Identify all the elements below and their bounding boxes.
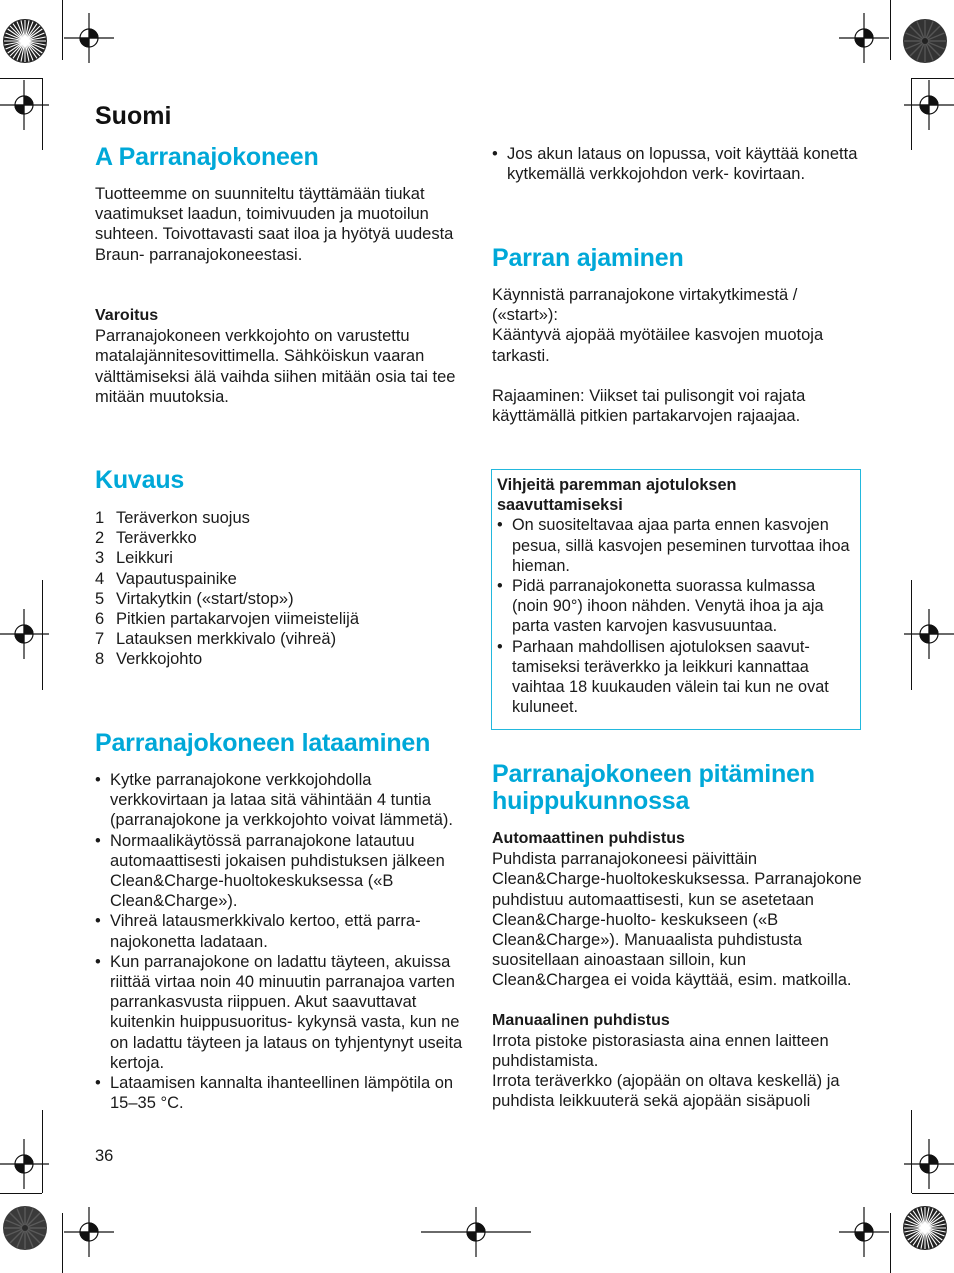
list-item: • Vihreä latausmerkkivalo kertoo, että parra- najokonetta ladataan.	[95, 911, 465, 951]
intro-paragraph: Tuotteemme on suunniteltu täyttämään tiukat vaatimukset laadun, toimivuuden ja muotoilun suhteen. Toivottavasti saat iloa ja hyötyä uudesta Braun- parranajokoneestasi.	[95, 185, 454, 264]
manual-cleaning-paragraph-1: Irrota pistoke pistorasiasta aina ennen laitteen puhdistamista.	[492, 1031, 829, 1071]
section-title-shaving: Parran ajaminen	[492, 244, 684, 272]
list-item: • Kun parranajokone on ladattu täyteen, akuissa riittää virtaa noin 40 minuutin parranajoa varten parrankasvusta riippuen. Akut saavuttavat kuitenkin huippusuoritus- kykynsä vasta, kun ne on ladattu täyteen ja lataus on tyhjentynyt useita kertoja.	[95, 952, 465, 1073]
list-item: 5 Virtakytkin («start/stop»)	[95, 589, 294, 608]
list-item: • Normaalikäytössä parranajokone latautuu automaattisesti jokaisen puhdistuksen jälkeen Clean&Charge-huoltokeskuksessa («B Clean&Charge»).	[95, 831, 465, 912]
list-item: • Jos akun lataus on lopussa, voit käyttää konetta kytkemällä verkkojohdon verk- kovirtaan.	[492, 144, 862, 184]
warning-text: Parranajokoneen verkkojohto on varustettu matalajännitesovittimella. Sähköiskun vaaran välttämiseksi älä vaihda siihen mitään osia tai tee mitään muutoksia.	[95, 327, 456, 406]
list-item: 2 Teräverkko	[95, 529, 197, 548]
list-item: 3 Leikkuri	[95, 549, 173, 568]
list-item: 6 Pitkien partakarvojen viimeistelijä	[95, 610, 360, 629]
tips-box	[491, 469, 861, 730]
list-item: 7 Latauksen merkkivalo (vihreä)	[95, 630, 337, 649]
shaving-paragraph-3: Rajaaminen: Viikset tai pulisongit voi rajata käyttämällä pitkien partakarvojen rajaajaa.	[492, 386, 806, 426]
warning-block	[95, 306, 465, 407]
section-title-care: Parranajokoneen pitäminen huippukunnossa	[492, 760, 815, 815]
parts-list	[95, 508, 465, 670]
tips-title: Vihjeitä paremman ajotuloksen saavuttamiseksi	[497, 476, 737, 515]
page-number: 36	[95, 1147, 114, 1165]
language-heading: Suomi	[95, 102, 172, 130]
warning-title: Varoitus	[95, 307, 159, 324]
list-item: • On suositeltavaa ajaa parta ennen kasvojen pesua, sillä kasvojen peseminen turvottaa ihoa hieman.	[497, 515, 854, 576]
charging-list	[95, 770, 465, 1113]
care-text	[492, 829, 862, 1112]
auto-cleaning-title: Automaattinen puhdistus	[492, 830, 685, 847]
section-title-intro: A Parranajokoneen	[95, 143, 319, 171]
section-title-description: Kuvaus	[95, 466, 185, 494]
list-item: • Kytke parranajokone verkkojohdolla verkkovirtaan ja lataa sitä vähintään 4 tuntia (parranajokone ja verkkojohto voivat lämmetä).	[95, 770, 465, 831]
section-title-charging: Parranajokoneen lataaminen	[95, 729, 431, 757]
list-item: 8 Verkkojohto	[95, 650, 203, 669]
list-item: 4 Vapautuspainike	[95, 569, 237, 588]
charging-list-continued	[492, 144, 862, 184]
list-item: • Pidä parranajokonetta suorassa kulmassa (noin 90°) ihoon nähden. Venytä ihoa ja aja parta vasten karvojen kasvusuuntaa.	[497, 576, 854, 637]
list-item: 1 Teräverkon suojus	[95, 509, 250, 527]
tips-list	[497, 515, 854, 717]
list-item: • Lataamisen kannalta ihanteellinen lämpötila on 15–35 °C.	[95, 1073, 465, 1113]
manual-cleaning-title: Manuaalinen puhdistus	[492, 1011, 670, 1029]
manual-cleaning-paragraph-2: Irrota teräverkko (ajopään on oltava keskellä) ja puhdista leikkuuterä sekä ajopään sisäpuoli	[492, 1072, 840, 1111]
shaving-text	[492, 285, 862, 426]
shaving-paragraph-2: Kääntyvä ajopää myötäilee kasvojen muotoja tarkasti.	[492, 326, 824, 365]
list-item: • Parhaan mahdollisen ajotuloksen saavut- tamiseksi teräverkko ja leikkuri kannattaa vaihtaa 18 kuukauden välein tai kun ne ovat kuluneet.	[497, 637, 854, 718]
shaving-paragraph-1: Käynnistä parranajokone virtakytkimestä / («start»):	[492, 286, 798, 325]
auto-cleaning-text: Puhdista parranajokoneesi päivittäin Clean&Charge-huoltokeskuksessa. Parranajokone puhdistuu automaattisesti, kun se asetetaan Clean&Charge-huolto- keskukseen («B Clean&Charge»). Manuaalista puhdistusta suositellaan ainoastaan silloin, kun Clean&Chargea ei voida käyttää, esim. matkoilla.	[492, 850, 862, 990]
